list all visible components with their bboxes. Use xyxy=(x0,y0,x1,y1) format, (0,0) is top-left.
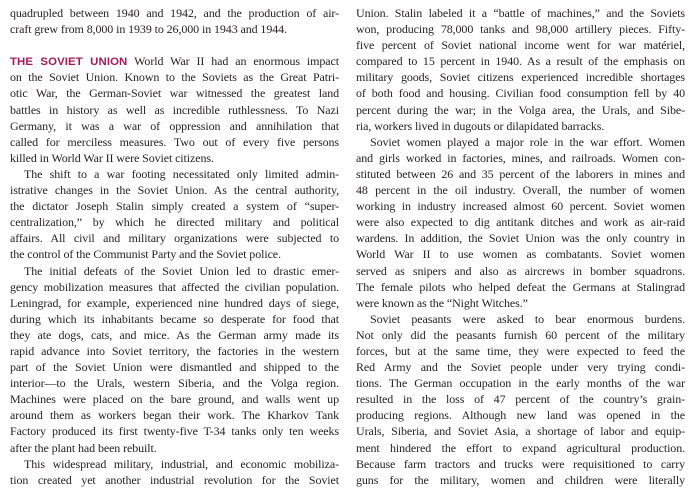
text-line: won, producing 78,000 tanks and 98,000 artillery pieces. Fifty- xyxy=(356,22,685,37)
text-line: rapid advance into Soviet territory, the factories in the western xyxy=(10,343,339,358)
text-line: Soviet peasants were asked to bear enormous burdens. xyxy=(370,311,685,326)
text-line: quadrupled between 1940 and 1942, and the production of air- xyxy=(10,6,339,20)
text-line: Germany, it was a war of oppression and annihilation that xyxy=(10,118,339,133)
text-line: centralization,” by which he directed military and political xyxy=(10,215,339,230)
text-line: after the plant had been rebuilt. xyxy=(10,440,157,455)
text-line: killed in World War II were Soviet citizens. xyxy=(10,150,214,165)
paragraph xyxy=(356,134,685,311)
text-line: ria, workers lived in dugouts or dilapidated barracks. xyxy=(356,118,605,133)
text-line: stituted between 26 and 35 percent of the laborers in mines and xyxy=(356,166,685,181)
text-line: Red Army and the Soviet people under very trying condi- xyxy=(356,360,685,375)
text-line: served as snipers and also as aircrews in bomber squadrons. xyxy=(356,263,685,278)
paragraph xyxy=(356,5,685,134)
text-line: military goods, Soviet citizens experienced incredible shortages xyxy=(356,70,685,85)
text-line: Leningrad, for example, experienced nine hundred days of siege, xyxy=(10,295,339,310)
text-line: guns for the military, women and children were literally xyxy=(356,472,685,487)
text-line: working in industry increased almost 60 percent. Soviet women xyxy=(356,199,685,214)
text-line: battles in history as well as incredible ruthlessness. To Nazi xyxy=(10,102,339,117)
text-line: Machines were placed on the bare ground, and walls went up xyxy=(10,392,339,407)
text-line: affairs. All civil and military organizations were subjected to xyxy=(10,231,339,246)
text-line: five percent of Soviet national income went for war matériel, xyxy=(356,38,685,53)
text-line: Because farm tractors and trucks were requisitioned to carry xyxy=(356,456,685,471)
text-line: interior—to the Urals, western Siberia, and the Volga region. xyxy=(10,376,339,391)
text-line: called for merciless measures. Two out of every five persons xyxy=(10,134,339,149)
text-line: they ate dogs, cats, and mice. As the German army made its xyxy=(10,327,339,342)
text-line: part of the Soviet Union were dismantled and shipped to the xyxy=(10,360,339,375)
text-line: during which its inhabitants became so desperate for food that xyxy=(10,311,339,326)
text-line: the dictator Joseph Stalin simply created a system of “super- xyxy=(10,199,339,214)
paragraph xyxy=(10,166,339,263)
section-heading: THE SOVIET UNION xyxy=(10,56,128,69)
paragraph xyxy=(10,263,339,456)
text-line: This widespread military, industrial, and economic mobiliza- xyxy=(24,456,339,471)
text-line: World War II to use women as combatants. Soviet women xyxy=(356,247,685,262)
text-line: tions. The German occupation in the early months of the war xyxy=(356,376,685,391)
text-line: istrative changes in the Soviet Union. As the central authority, xyxy=(10,183,339,198)
paragraph xyxy=(10,5,339,37)
text-line: resulted in the loss of 47 percent of the country’s grain- xyxy=(356,392,685,407)
text-line: Not only did the peasants furnish 60 percent of the military xyxy=(356,327,685,342)
text-line: tion created yet another industrial revolution for the Soviet xyxy=(10,472,339,487)
text-line xyxy=(10,53,339,69)
left-column xyxy=(10,5,339,489)
text-line: ment hindered the effort to expand agricultural production. xyxy=(356,440,685,455)
paragraph xyxy=(356,311,685,488)
text-line: gency mobilization measures that affected the civilian population. xyxy=(10,279,339,294)
text-line: craft grew from 8,000 in 1939 to 26,000 in 1943 and 1944. xyxy=(10,22,287,37)
text-line: were also expected to dig antitank ditches and work as air-raid xyxy=(356,215,685,230)
text-line: on the Soviet Union. Known to the Soviets as the Great Patri- xyxy=(10,70,339,85)
right-column xyxy=(356,5,685,489)
text-line: The initial defeats of the Soviet Union led to drastic emer- xyxy=(24,263,339,278)
text-line: wardens. In addition, the Soviet Union was the only country in xyxy=(356,231,685,246)
paragraph xyxy=(10,456,339,488)
text-line: Soviet women played a major role in the war effort. Women xyxy=(370,134,685,149)
text-line-content: World War II had an enormous impact xyxy=(134,54,339,69)
text-line: Union. Stalin labeled it a “battle of machines,” and the Soviets xyxy=(356,6,685,20)
text-line: The female pilots who helped defeat the Germans at Stalingrad xyxy=(356,279,685,294)
text-line: forces, but at the same time, they were expected to feed the xyxy=(356,343,685,358)
text-line: compared to 15 percent in 1940. As a result of the emphasis on xyxy=(356,54,685,69)
text-line: around them as workers began their work. The Kharkov Tank xyxy=(10,408,339,423)
text-line: the control of the Communist Party and the Soviet police. xyxy=(10,247,281,262)
text-line: were known as the “Night Witches.” xyxy=(356,295,528,310)
text-line: 48 percent in the oil industry. Overall, the number of women xyxy=(356,183,685,198)
text-line: Urals, Siberia, and Soviet Asia, a shortage of labor and equip- xyxy=(356,424,685,439)
paragraph xyxy=(10,53,339,166)
text-line: of both food and housing. Civilian food consumption fell by 40 xyxy=(356,86,685,101)
text-line: producing regions. Although new land was opened in the xyxy=(356,408,685,423)
text-line: and girls worked in factories, mines, and railroads. Women con- xyxy=(356,150,685,165)
text-line: percent during the war; in the Volga area, the Urals, and Sibe- xyxy=(356,102,685,117)
text-line: The shift to a war footing necessitated only limited admin- xyxy=(24,166,339,181)
text-line: otic War, the German-Soviet war witnessed the greatest land xyxy=(10,86,339,101)
text-line: Factory produced its first twenty-five T-34 tanks only ten weeks xyxy=(10,424,339,439)
